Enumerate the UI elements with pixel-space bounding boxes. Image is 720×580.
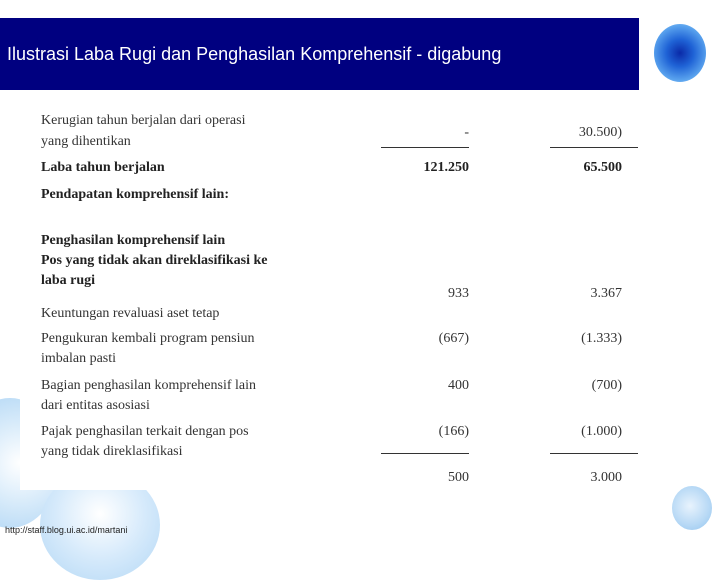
column-rule <box>381 147 469 148</box>
row-label: Pajak penghasilan terkait dengan pos <box>41 424 249 439</box>
value-2015: - <box>464 125 469 140</box>
value-2014: (1.333) <box>581 331 622 346</box>
column-rule <box>550 453 638 454</box>
value-2015: 500 <box>448 470 469 485</box>
value-2014: (700) <box>591 378 622 393</box>
decorative-circle-right <box>672 486 712 530</box>
value-2014: 3.000 <box>590 470 622 485</box>
value-2015: (667) <box>438 331 469 346</box>
row-label: Pendapatan komprehensif lain: <box>41 187 229 202</box>
row-label: Pengukuran kembali program pensiun <box>41 331 255 346</box>
row-label: Laba tahun berjalan <box>41 160 165 175</box>
value-2015: 933 <box>448 286 469 301</box>
column-rule <box>550 147 638 148</box>
row-label: Bagian penghasilan komprehensif lain <box>41 378 256 393</box>
blue-orb-decoration <box>654 24 706 82</box>
row-label: Pos yang tidak akan direklasifikasi ke <box>41 253 268 268</box>
row-label: Keuntungan revaluasi aset tetap <box>41 306 220 321</box>
row-label: laba rugi <box>41 273 96 288</box>
row-label: yang tidak direklasifikasi <box>41 444 183 459</box>
value-2015: 400 <box>448 378 469 393</box>
income-statement <box>20 92 640 490</box>
slide-title: Ilustrasi Laba Rugi dan Penghasilan Komprehensif - digabung <box>7 44 502 64</box>
row-label: dari entitas asosiasi <box>41 398 150 413</box>
value-2014: (1.000) <box>581 424 622 439</box>
row-label: Penghasilan komprehensif lain <box>41 233 226 248</box>
row-label: Kerugian tahun berjalan dari operasi <box>41 113 246 128</box>
value-2014: 3.367 <box>590 286 622 301</box>
value-2014: 30.500) <box>578 125 622 140</box>
row-label: yang dihentikan <box>41 134 131 149</box>
column-rule <box>381 453 469 454</box>
value-2015: 121.250 <box>423 160 469 175</box>
row-label: imbalan pasti <box>41 351 117 366</box>
value-2014: 65.500 <box>583 160 622 175</box>
footer-url: http://staff.blog.ui.ac.id/martani <box>5 525 128 535</box>
value-2015: (166) <box>438 424 469 439</box>
